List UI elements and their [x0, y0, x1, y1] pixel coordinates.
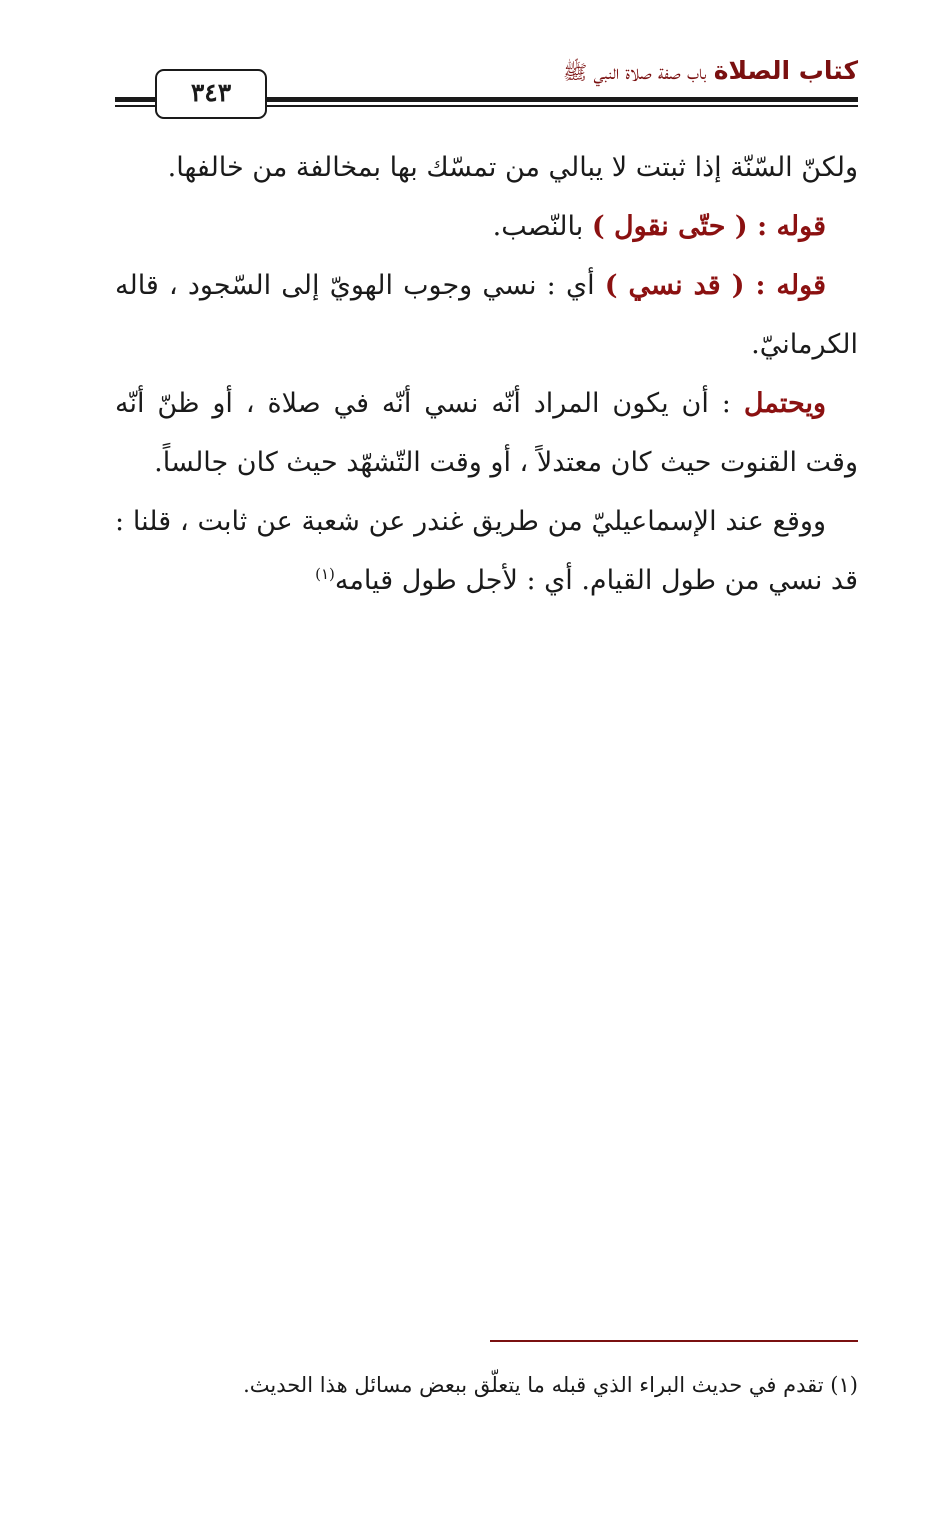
paragraph-4-text: : أن يكون المراد أنّه نسي أنّه في صلاة ، أو ظنّ أنّه وقت القنوت حيث كان معتدلاً ، أو وقت التّشهّد حيث كان جالساً.	[115, 388, 858, 478]
quote-label: قوله : ( قد نسي )	[604, 270, 826, 301]
main-text	[115, 138, 858, 610]
paragraph-4	[115, 374, 858, 492]
quote-label: ويحتمل	[743, 388, 826, 419]
footnote-reference[interactable]: (١)	[315, 565, 335, 583]
chapter-title: باب صفة صلاة النبي ﷺ	[562, 60, 707, 84]
paragraph-5	[115, 492, 858, 610]
paragraph-3-text: أي : نسي وجوب الهويّ إلى السّجود ، قاله الكرمانيّ.	[115, 270, 858, 360]
paragraph-5-text: ووقع عند الإسماعيليّ من طريق غندر عن شعبة عن ثابت ، قلنا : قد نسي من طول القيام. أي : لأجل طول قيامه	[115, 506, 858, 596]
running-title	[563, 56, 858, 89]
paragraph-2-text: بالنّصب.	[492, 211, 592, 242]
paragraph-1	[115, 138, 858, 197]
paragraph-3	[115, 256, 858, 374]
footnote-1: (١) تقدم في حديث البراء الذي قبله ما يتعلّق ببعض مسائل هذا الحديث.	[243, 1373, 858, 1397]
paragraph-2	[115, 197, 858, 256]
page-header	[115, 50, 858, 122]
footnote-separator	[490, 1340, 858, 1342]
quote-label: قوله : ( حتّى نقول )	[591, 211, 826, 242]
book-title: كتاب الصلاة	[713, 56, 858, 85]
paragraph-1-text: ولكنّ السّنّة إذا ثبتت لا يبالي من تمسّك بها بمخالفة من خالفها.	[167, 152, 858, 183]
page-number: ٣٤٣	[155, 69, 267, 119]
